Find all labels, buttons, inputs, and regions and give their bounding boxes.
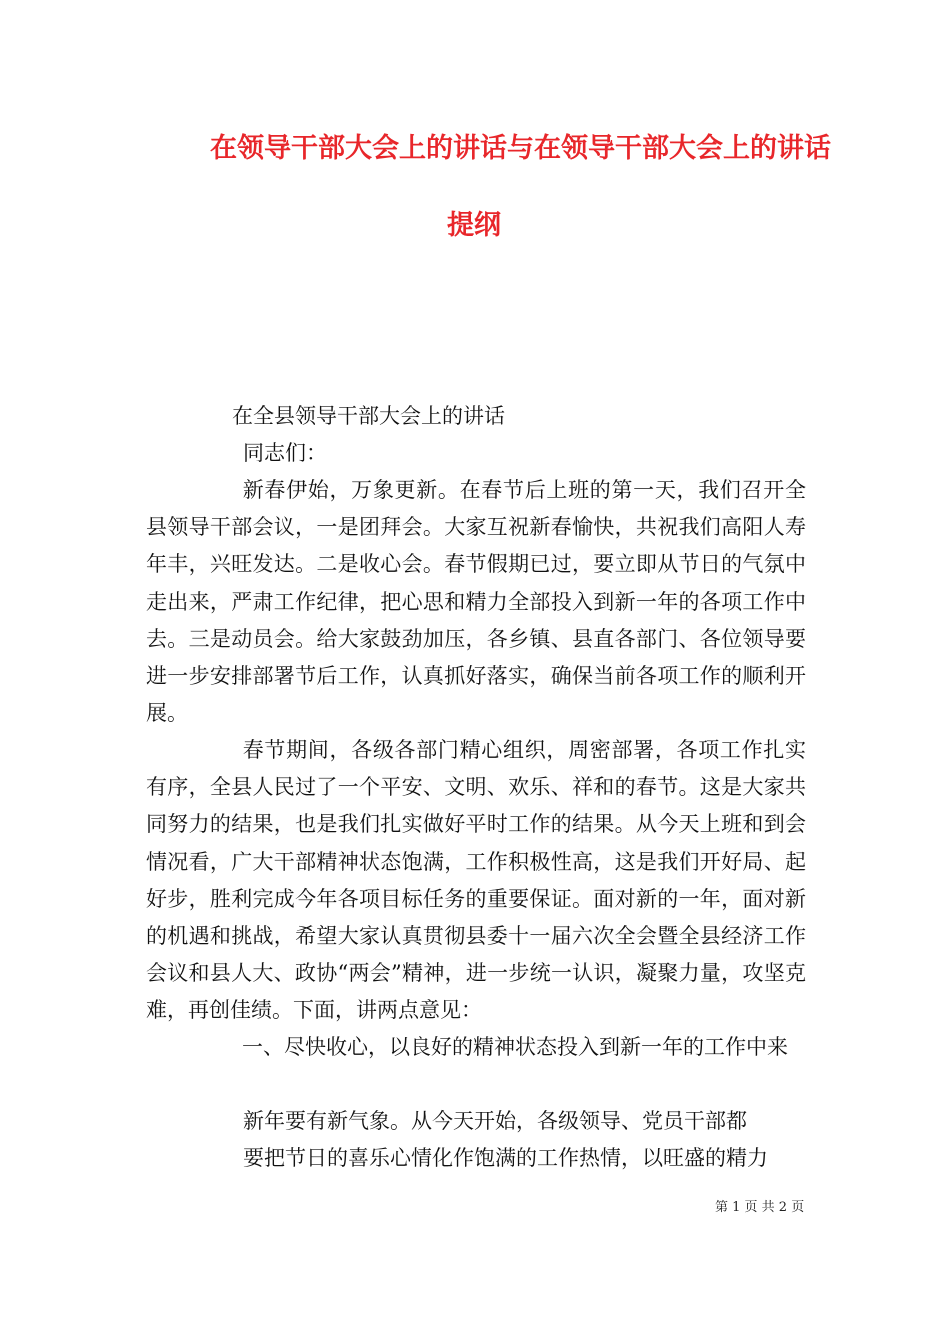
section-heading-1-text: 一、尽快收心，以良好的精神状态投入到新一年的工作中来 (242, 1035, 788, 1059)
paragraph-2-text: 春节期间，各级各部门精心组织，周密部署，各项工作扎实有序，全县人民过了一个平安、文明、欢乐、祥和的春节。这是大家共同努力的结果，也是我们扎实做好平时工作的结果。从今天上班和到会情况看，广大干部精神状态饱满，工作积极性高，这是我们开好局、起好步，胜利完成今年各项目标任务的重要保证。面对新的一年，面对新的机遇和挑战，希望大家认真贯彻县委十一届六次全会暨全县经济工作会议和县人大、政协“两会”精神，进一步统一认识，凝聚力量，攻坚克难，再创佳绩。下面，讲两点意见： (146, 738, 806, 1023)
salutation: 同志们： (243, 441, 327, 465)
page-number: 第 1 页 共 2 页 (715, 1200, 805, 1215)
section-heading-1 (146, 1029, 806, 1066)
paragraph-3-line-1: 新年要有新气象。从今天开始，各级领导、党员干部都 (243, 1109, 747, 1133)
paragraph-1-text: 新春伊始，万象更新。在春节后上班的第一天，我们召开全县领导干部会议，一是团拜会。大家互祝新春愉快，共祝我们高阳人寿年丰，兴旺发达。二是收心会。春节假期已过，要立即从节日的气氛中走出来，严肃工作纪律，把心思和精力全部投入到新一年的各项工作中去。三是动员会。给大家鼓劲加压，各乡镇、县直各部门、各位领导要进一步安排部署节后工作，认真抓好落实，确保当前各项工作的顺利开展。 (146, 478, 806, 726)
paragraph-3-line-2: 要把节日的喜乐心情化作饱满的工作热情，以旺盛的精力 (243, 1146, 768, 1170)
document-title-line-1: 在领导干部大会上的讲话与在领导干部大会上的讲话 (210, 133, 831, 164)
paragraph-2 (146, 732, 806, 1030)
paragraph-1 (146, 472, 806, 732)
speech-heading: 在全县领导干部大会上的讲话 (232, 404, 505, 428)
document-title-line-2: 提纲 (447, 210, 501, 241)
